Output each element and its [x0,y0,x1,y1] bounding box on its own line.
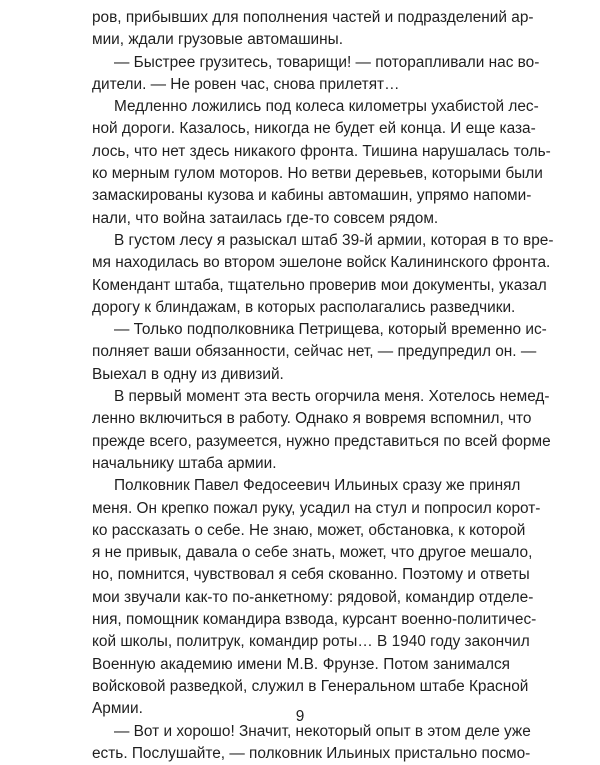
text-line: но, помнится, чувствовал я себя скованно. Поэтому и ответы [92,566,530,584]
text-line: ко рассказать о себе. Не знаю, может, обстановка, к которой [92,521,526,539]
text-line: войсковой разведкой, служил в Генеральном штабе Красной [92,677,529,695]
text-line: лось, что нет здесь никакого фронта. Тишина нарушалась толь- [92,142,551,160]
text-line: нали, что война затаилась где-то совсем рядом. [92,209,439,227]
text-line: меня. Он крепко пожал руку, усадил на стул и попросил корот- [92,499,541,517]
text-line: начальнику штаба армии. [92,454,277,472]
text-line: дорогу к блиндажам, в которых располагались разведчики. [92,298,516,316]
text-line: Военную академию имени М.В. Фрунзе. Потом занимался [92,655,510,673]
text-line: Выехал в одну из дивизий. [92,365,284,383]
text-line: — Вот и хорошо! Значит, некоторый опыт в этом деле уже [114,722,531,740]
text-line: — Быстрее грузитесь, товарищи! — поторапливали нас во- [114,53,540,71]
text-line: я не привык, давала о себе знать, может, что другое мешало, [92,544,533,562]
page-text [92,7,554,765]
text-line: — Только подполковника Петрищева, который временно ис- [114,321,547,339]
text-line: замаскированы кузова и кабины автомашин, упрямо напоми- [92,187,532,205]
text-line: мои звучали как-то по-анкетному: рядовой, командир отделе- [92,588,534,606]
text-line: кой школы, политрук, командир роты… В 1940 году закончил [92,633,530,651]
text-line: ной дороги. Казалось, никогда не будет ей конца. И еще каза- [92,120,536,138]
text-line: Армии. [92,700,143,718]
text-line: Медленно ложились под колеса километры ухабистой лес- [114,98,539,116]
text-line: дители. — Не ровен час, снова прилетят… [92,75,400,93]
text-line: ния, помощник командира взвода, курсант военно-политичес- [92,611,537,629]
text-line: ров, прибывших для пополнения частей и подразделений ар- [92,9,534,26]
text-line: Комендант штаба, тщательно проверив мои документы, указал [92,276,547,294]
text-line: мя находилась во втором эшелоне войск Калининского фронта. [92,254,551,272]
text-line: ленно включиться в работу. Однако я вовремя вспомнил, что [92,410,532,428]
text-line: Полковник Павел Федосеевич Ильиных сразу же принял [114,477,521,495]
text-line: ко мерным гулом моторов. Но ветви деревьев, которыми были [92,165,543,183]
text-line: прежде всего, разумеется, нужно представиться по всей форме [92,432,551,450]
page-number: 9 [295,708,305,725]
text-line: полняет ваши обязанности, сейчас нет, — предупредил он. — [92,343,537,361]
text-line: В первый момент эта весть огорчила меня. Хотелось немед- [114,388,550,406]
text-line: есть. Послушайте, — полковник Ильиных пристально посмо- [92,744,531,762]
text-line: мии, ждали грузовые автомашины. [92,31,343,49]
text-line: В густом лесу я разыскал штаб 39-й армии, которая в то вре- [114,231,554,249]
